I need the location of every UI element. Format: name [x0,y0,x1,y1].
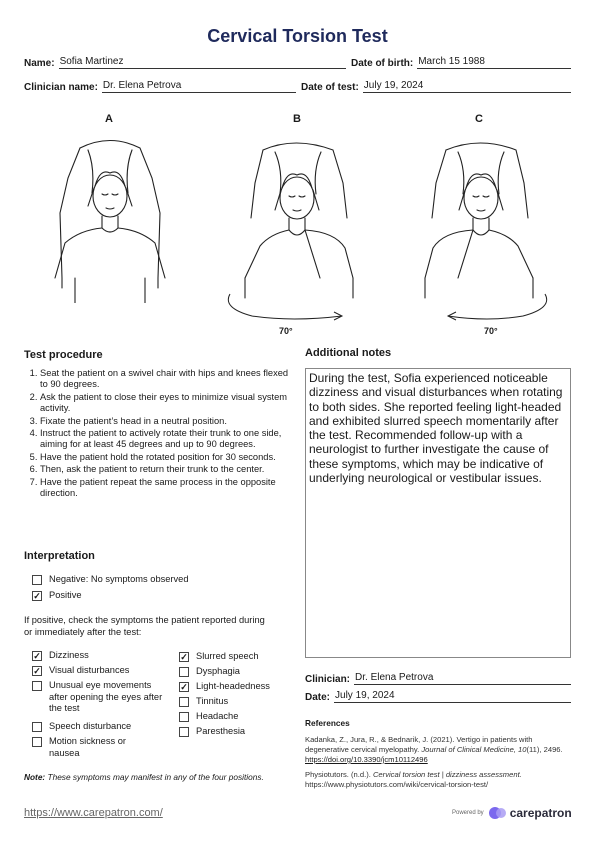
figure-a-illustration [40,128,180,303]
headache-checkbox[interactable] [179,712,189,722]
headache-label: Headache [196,711,239,721]
name-label: Name: [24,58,55,69]
name-field[interactable]: Sofia Martinez [59,56,346,69]
figure-c-label: C [475,113,483,125]
light-headedness-label: Light-headedness [196,681,270,691]
positive-checkbox[interactable]: ✓ [33,591,41,601]
interpretation-heading: Interpretation [24,550,95,562]
positive-option[interactable] [32,590,82,602]
references-heading: References [305,718,350,728]
figure-a-label: A [105,113,113,125]
reference-1 [305,735,573,765]
test-date-field[interactable]: July 19, 2024 [363,80,571,93]
name-row [24,56,346,69]
brand-name: carepatron [509,806,572,820]
procedure-step: 6. Then, ask the patient to return their trunk to the center. [40,464,289,475]
clinician-label: Clinician name: [24,82,98,93]
procedure-step: 2. Ask the patient to close their eyes to minimize visual system activity. [40,392,289,415]
figure-b-degrees: 70° [279,326,293,336]
carepatron-logo-icon [489,806,507,820]
note-text: These symptoms may manifest in any of the four positions. [45,772,264,782]
symptom-visual-disturbances[interactable] [32,665,172,677]
dizziness-checkbox[interactable]: ✓ [33,651,41,661]
symptom-speech-disturbance[interactable] [32,721,172,733]
symptom-dizziness[interactable] [32,650,172,662]
ref2-title: Cervical torsion test | dizziness assessment. [372,770,522,779]
signoff-date-label: Date: [305,692,331,703]
figure-b-label: B [293,113,301,125]
signoff-clinician-field[interactable]: Dr. Elena Petrova [354,672,571,685]
powered-by-label: Powered by [452,810,484,816]
procedure-step: 7. Have the patient repeat the same process in the opposite direction. [40,477,289,500]
light-headedness-checkbox[interactable]: ✓ [180,682,188,692]
ref1-link[interactable]: https://doi.org/10.3390/jcm10112496 [305,755,428,764]
rotation-arrow-b [222,290,372,330]
signoff-clinician-row [305,672,571,685]
ref1-journal: Journal of Clinical Medicine, 10 [421,745,527,754]
figure-c-illustration [408,128,553,303]
dob-field[interactable]: March 15 1988 [417,56,571,69]
procedure-step: 5. Have the patient hold the rotated position for 30 seconds. [40,452,289,463]
symptom-note [24,772,294,782]
ref1-authors: Kadanka, Z., Jura, R., & Bednarik, J. (2021). Vertigo in patients with degenerative cervical myelopathy. [305,735,533,754]
dysphagia-checkbox[interactable] [179,667,189,677]
figure-c-degrees: 70° [484,326,498,336]
positive-label: Positive [49,590,82,600]
slurred-speech-label: Slurred speech [196,651,259,661]
ref2-link[interactable]: https://www.physiotutors.com/wiki/cervical-torsion-test/ [305,780,489,789]
symptom-instruction: If positive, check the symptoms the patient reported during or immediately after the test: [24,615,265,637]
speech-disturbance-label: Speech disturbance [49,721,132,731]
test-date-row [301,80,571,93]
paresthesia-label: Paresthesia [196,726,246,736]
symptom-tinnitus[interactable] [179,696,228,708]
clinician-row [24,80,296,93]
symptom-dysphagia[interactable] [179,666,240,678]
note-bold: Note: [24,772,46,782]
negative-label: Negative: No symptoms observed [49,574,189,584]
notes-heading: Additional notes [305,347,392,359]
procedure-step: 3. Fixate the patient’s head in a neutral position. [40,416,289,427]
visual-disturbances-checkbox[interactable]: ✓ [33,666,41,676]
signoff-date-row [305,690,571,703]
tinnitus-checkbox[interactable] [179,697,189,707]
motion-sickness-label: Motion sickness or nausea [49,736,126,758]
speech-disturbance-checkbox[interactable] [32,722,42,732]
unusual-eye-movements-label: Unusual eye movements after opening the eyes after the test [49,680,163,713]
procedure-heading: Test procedure [24,349,103,361]
unusual-eye-movements-checkbox[interactable] [32,681,42,691]
symptom-slurred-speech[interactable] [179,651,259,663]
motion-sickness-checkbox[interactable] [32,737,42,747]
clinician-field[interactable]: Dr. Elena Petrova [102,80,296,93]
document-title: Cervical Torsion Test [207,26,388,46]
visual-disturbances-label: Visual disturbances [49,665,130,675]
reference-2 [305,770,573,790]
footer-url-link[interactable]: https://www.carepatron.com/ [24,807,163,819]
ref1-issue: (11), 2496. [526,745,563,754]
symptom-paresthesia[interactable] [179,726,245,738]
procedure-step: 1. Seat the patient on a swivel chair with hips and knees flexed to 90 degrees. [40,368,289,391]
procedure-step: 4. Instruct the patient to actively rotate their trunk to one side, aiming for at least 45 degrees and up to 90 degrees. [40,428,289,451]
signoff-date-field[interactable]: July 19, 2024 [334,690,571,703]
dizziness-label: Dizziness [49,650,89,660]
symptom-motion-sickness[interactable] [32,736,144,759]
negative-checkbox[interactable] [32,575,42,585]
rotation-arrow-c [418,290,553,330]
dob-row [351,56,571,69]
powered-by-brand [452,806,572,820]
test-date-label: Date of test: [301,82,359,93]
tinnitus-label: Tinnitus [196,696,229,706]
dysphagia-label: Dysphagia [196,666,240,676]
symptom-headache[interactable] [179,711,238,723]
dob-label: Date of birth: [351,58,414,69]
procedure-list [24,368,289,500]
slurred-speech-checkbox[interactable]: ✓ [180,652,188,662]
symptom-light-headedness[interactable] [179,681,270,693]
symptom-unusual-eye-movements[interactable] [32,680,170,715]
additional-notes-box[interactable]: During the test, Sofia experienced noticeable dizziness and visual disturbances when rotating to both sides. She reported feeling light-headed and exhibited slurred speech momentarily after the test. Recommended follow-up with a neurologist to further investigate the cause of these symptoms, which may be indicative of underlying neurological or vestibular issues. [305,368,571,658]
negative-option[interactable] [32,574,189,586]
figure-b-illustration [225,128,370,303]
paresthesia-checkbox[interactable] [179,727,189,737]
ref2-author: Physiotutors. (n.d.). [305,770,373,779]
signoff-clinician-label: Clinician: [305,674,351,685]
